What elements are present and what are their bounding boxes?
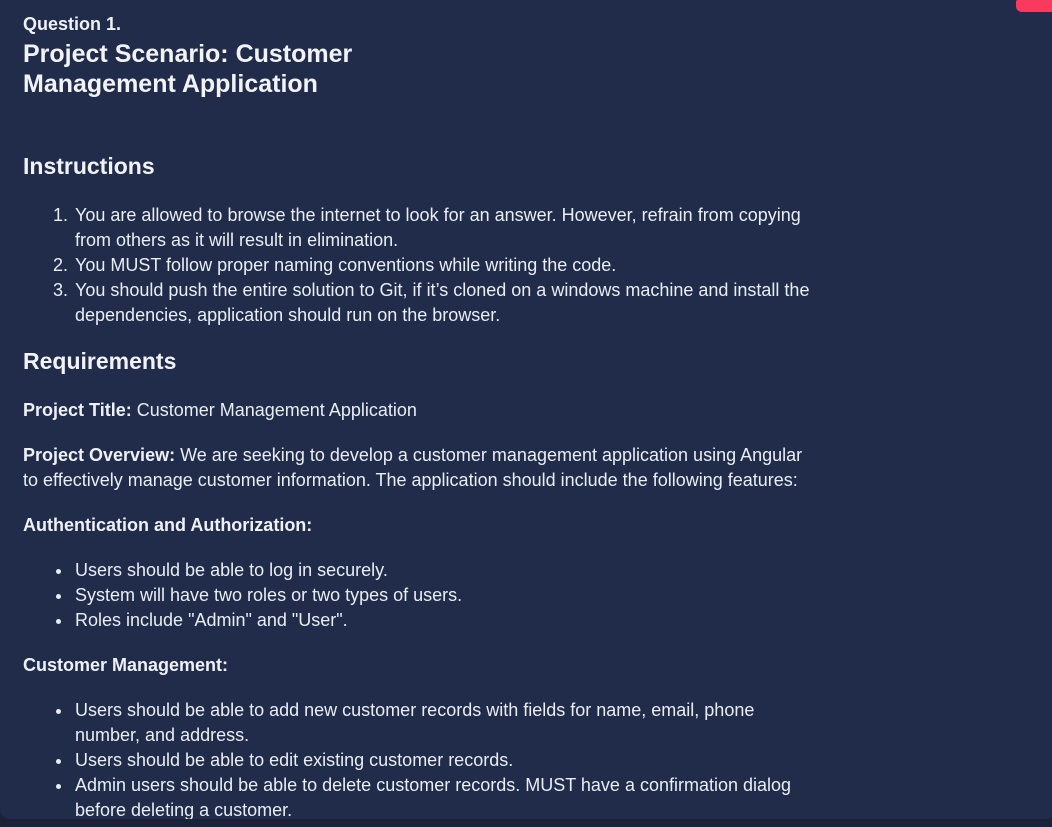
question-title: Project Scenario: Customer Management Application (23, 40, 353, 98)
instruction-item: 2. You MUST follow proper naming conventions while writing the code. (73, 253, 813, 278)
customer-management-item: • Users should be able to edit existing customer records. (73, 748, 813, 773)
customer-management-list (23, 698, 813, 819)
instructions-list (23, 203, 813, 328)
project-title-value: Customer Management Application (136, 400, 417, 420)
instructions-heading: Instructions (23, 153, 155, 179)
customer-management-item: • Users should be able to add new customer records with fields for name, email, phone number, and address. (73, 698, 813, 748)
project-overview-label: Project Overview: (23, 445, 176, 465)
project-title-label: Project Title: (23, 400, 132, 420)
instruction-item: 1. You are allowed to browse the internet to look for an answer. However, refrain from copying from others as it will result in elimination. (73, 203, 813, 253)
instruction-item: 3. You should push the entire solution to Git, if it’s cloned on a windows machine and install the dependencies, application should run on the browser. (73, 278, 813, 328)
authentication-item: • System will have two roles or two types of users. (73, 583, 813, 608)
requirements-heading: Requirements (23, 348, 177, 374)
customer-management-heading: Customer Management: (23, 655, 229, 675)
project-title-line (23, 398, 813, 423)
project-overview-value: We are seeking to develop a customer management application using Angular to effectively manage customer information. The application should include the following features: (23, 445, 803, 490)
question-label: Question 1. (23, 14, 122, 34)
authentication-item: • Roles include "Admin" and "User". (73, 608, 813, 633)
authentication-heading: Authentication and Authorization: (23, 515, 313, 535)
authentication-item: • Users should be able to log in securely. (73, 558, 813, 583)
customer-management-item: • Admin users should be able to delete customer records. MUST have a confirmation dialog before deleting a customer. (73, 773, 813, 819)
top-right-action-button[interactable] (1016, 0, 1052, 12)
project-overview-line (23, 443, 813, 493)
authentication-list (23, 558, 813, 633)
